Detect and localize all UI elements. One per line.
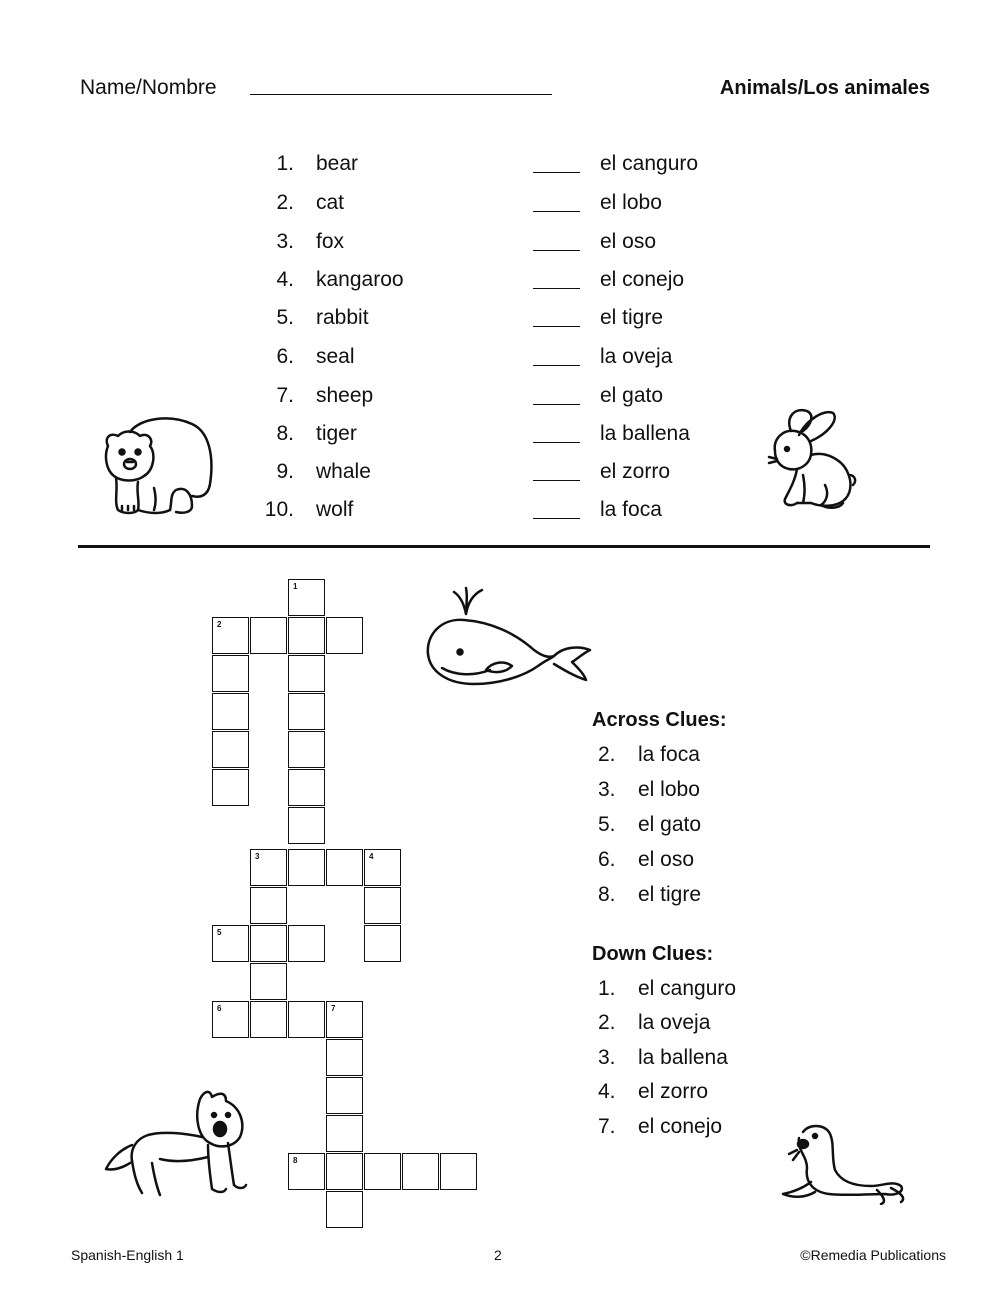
crossword-cell[interactable] [212,731,249,768]
crossword-cell[interactable] [212,655,249,692]
english-word: kangaroo [316,268,404,291]
match-row [0,345,1000,383]
english-word: rabbit [316,306,369,329]
crossword-cell[interactable] [250,925,287,962]
crossword-cell[interactable] [288,925,325,962]
clue-text: el oso [638,848,695,871]
item-number: 7. [276,384,294,407]
clue-number: 5 [217,928,222,937]
item-number: 10. [264,498,294,521]
clue-number: 4. [598,1080,616,1103]
crossword-cell[interactable] [250,887,287,924]
clue-number: 2. [598,743,616,766]
clue-number: 1 [293,582,298,591]
crossword-cell[interactable] [288,579,325,616]
whale-illustration [420,580,595,700]
crossword-cell[interactable] [250,617,287,654]
spanish-word: la foca [600,498,662,521]
clue-number: 6. [598,848,616,871]
answer-blank[interactable] [533,172,580,173]
crossword-cell[interactable] [288,731,325,768]
clue-text: el zorro [638,1080,709,1103]
item-number: 3. [276,230,294,253]
rabbit-illustration [755,405,865,515]
spanish-word: la oveja [600,345,673,368]
footer-right: ©Remedia Publications [800,1247,946,1263]
across-clues-heading: Across Clues: [592,709,727,731]
match-row [0,268,1000,306]
crossword-cell[interactable] [288,1001,325,1038]
clue-number: 8. [598,883,616,906]
crossword-cell[interactable] [326,617,363,654]
wolf-illustration [100,1085,255,1200]
crossword-cell[interactable] [440,1153,477,1190]
clue-number: 8 [293,1156,298,1165]
crossword-cell[interactable] [288,849,325,886]
crossword-cell[interactable] [212,1001,249,1038]
crossword-cell[interactable] [364,925,401,962]
crossword-cell[interactable] [288,693,325,730]
crossword-cell[interactable] [212,925,249,962]
crossword-cell[interactable] [364,1153,401,1190]
clue-text: la foca [638,743,700,766]
clue-text: la oveja [638,1011,711,1034]
crossword-cell[interactable] [326,1115,363,1152]
crossword-cell[interactable] [250,963,287,1000]
answer-blank[interactable] [533,365,580,366]
clue-text: el conejo [638,1115,723,1138]
item-number: 8. [276,422,294,445]
clue-number: 4 [369,852,374,861]
crossword-cell[interactable] [326,1039,363,1076]
crossword-cell[interactable] [326,1001,363,1038]
answer-blank[interactable] [533,442,580,443]
spanish-word: el canguro [600,152,699,175]
seal-illustration [775,1120,910,1205]
name-blank-line[interactable] [250,94,552,95]
crossword-cell[interactable] [288,807,325,844]
item-number: 6. [276,345,294,368]
worksheet-title: Animals/Los animales [719,77,930,99]
match-row [0,191,1000,229]
answer-blank[interactable] [533,288,580,289]
english-word: fox [316,230,345,253]
crossword-cell[interactable] [288,655,325,692]
match-row [0,230,1000,268]
spanish-word: la ballena [600,422,690,445]
spanish-word: el tigre [600,306,664,329]
spanish-word: el zorro [600,460,671,483]
crossword-cell[interactable] [250,1001,287,1038]
clue-number: 5. [598,813,616,836]
footer-left: Spanish-English 1 [71,1247,184,1263]
crossword-cell[interactable] [326,1077,363,1114]
english-word: seal [316,345,355,368]
match-row [0,306,1000,344]
english-word: whale [316,460,371,483]
clue-number: 6 [217,1004,222,1013]
crossword-cell[interactable] [212,693,249,730]
item-number: 1. [276,152,294,175]
clue-text: la ballena [638,1046,728,1069]
item-number: 9. [276,460,294,483]
answer-blank[interactable] [533,518,580,519]
page-number: 2 [494,1247,502,1263]
clue-number: 3. [598,1046,616,1069]
english-word: tiger [316,422,357,445]
spanish-word: el lobo [600,191,662,214]
clue-number: 1. [598,977,616,1000]
clue-number: 7 [331,1004,336,1013]
english-word: cat [316,191,345,214]
crossword-cell[interactable] [364,849,401,886]
crossword-cell[interactable] [326,849,363,886]
spanish-word: el conejo [600,268,685,291]
bear-illustration [100,410,220,520]
crossword-cell[interactable] [250,849,287,886]
english-word: wolf [316,498,354,521]
spanish-word: el gato [600,384,664,407]
item-number: 5. [276,306,294,329]
crossword-cell[interactable] [326,1191,363,1228]
crossword-cell[interactable] [288,769,325,806]
clue-text: el gato [638,813,702,836]
answer-blank[interactable] [533,211,580,212]
section-divider [78,545,930,548]
name-label: Name/Nombre [80,76,217,99]
clue-number: 7. [598,1115,616,1138]
match-row [0,152,1000,190]
clue-text: el canguro [638,977,737,1000]
crossword-cell[interactable] [212,617,249,654]
crossword-cell[interactable] [288,1153,325,1190]
english-word: bear [316,152,359,175]
item-number: 2. [276,191,294,214]
answer-blank[interactable] [533,250,580,251]
answer-blank[interactable] [533,404,580,405]
clue-number: 2. [598,1011,616,1034]
clue-number: 2 [217,620,222,629]
spanish-word: el oso [600,230,657,253]
answer-blank[interactable] [533,326,580,327]
down-clues-heading: Down Clues: [592,943,714,965]
english-word: sheep [316,384,374,407]
crossword-cell[interactable] [288,617,325,654]
clue-number: 3. [598,778,616,801]
crossword-cell[interactable] [364,887,401,924]
answer-blank[interactable] [533,480,580,481]
clue-number: 3 [255,852,260,861]
crossword-cell[interactable] [212,769,249,806]
crossword-cell[interactable] [326,1153,363,1190]
clue-text: el lobo [638,778,700,801]
crossword-cell[interactable] [402,1153,439,1190]
item-number: 4. [276,268,294,291]
clue-text: el tigre [638,883,702,906]
